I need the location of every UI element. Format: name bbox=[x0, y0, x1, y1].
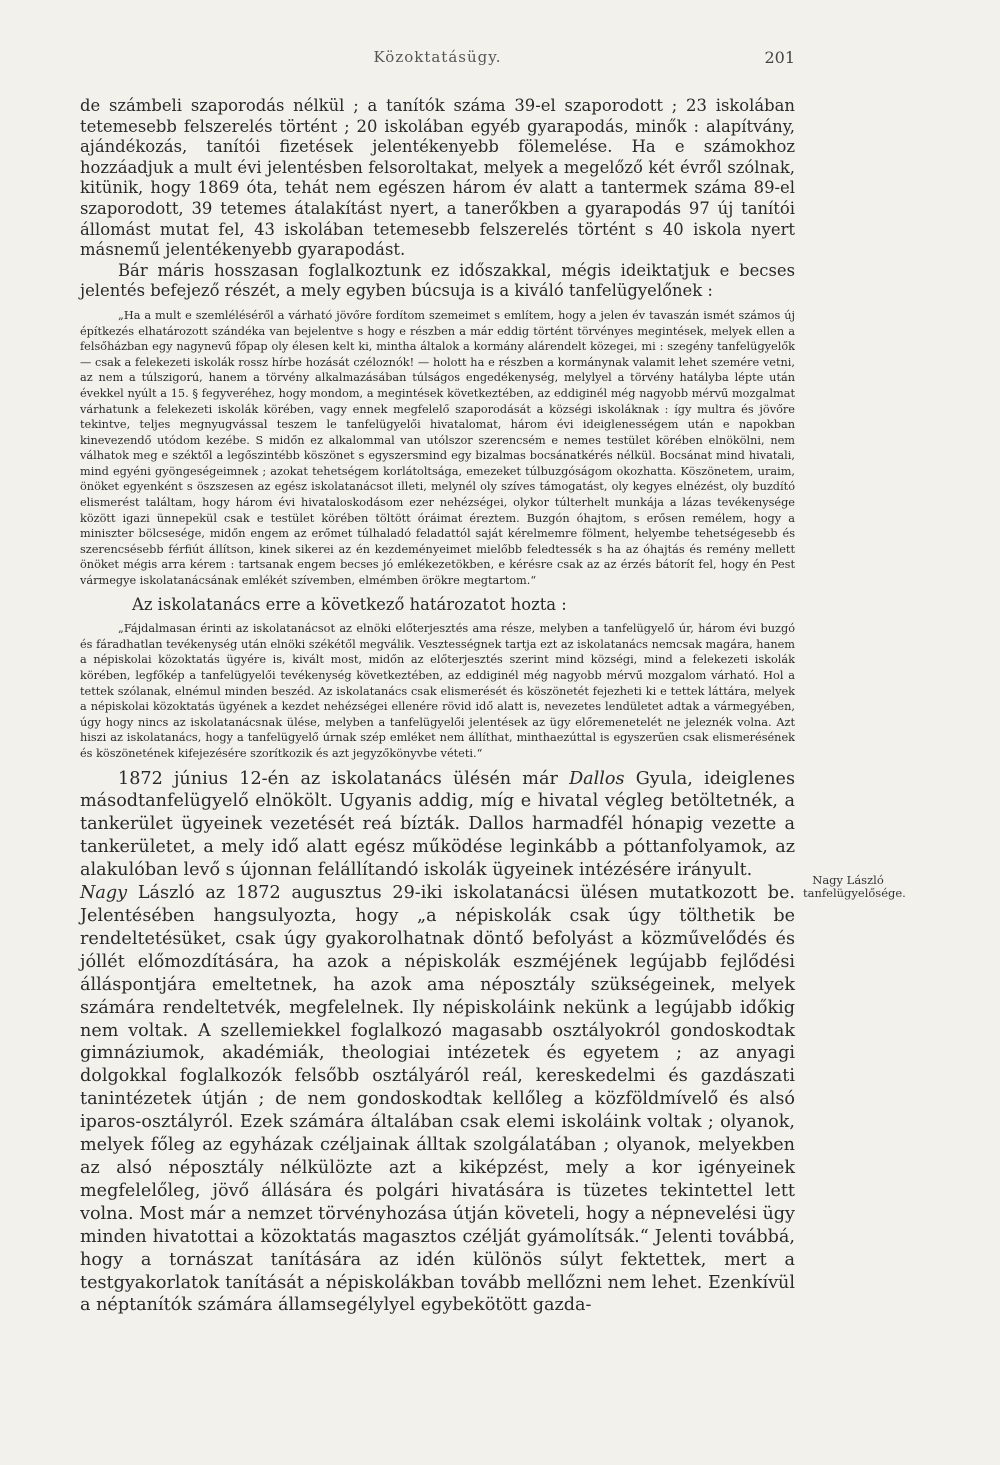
margin-note-name: Nagy László bbox=[812, 873, 884, 887]
paragraph-resolution-intro: Az iskolatanács erre a következő határozatot hozta : bbox=[132, 594, 567, 614]
paragraph-nagy bbox=[80, 882, 795, 1317]
paragraph-dallos bbox=[80, 768, 795, 883]
quoted-report-closing: „Ha a mult e szemléléséről a várható jövőre fordítom szemeimet s említem, hogy a jelen év tavaszán ismét számos új építkezés elhatározott szándéka van bejelentve s hogy e részben a már eddig történt törvényes megintések, melyek ellen a felsőházban egy nagynevű főpap oly élesen kelt ki, mintha általok a kormány alárendelt közegei, mi : szegény tanfelügyelők — csak a felekezeti iskolák rossz hírbe hozását czéloznók! — holott ha e részben a kormánynak valamit lehet szemére vetni, az nem a túlszigorú, hanem a törvény alkalmazásában túlságos engedékenység, melylyel a törvény hatályba lépte után évekkel nyúlt a 15. § fegyveréhez, hogy mondom, a megintések következtében, az eddiginél még nagyobb mérvű mozgalmat várhatunk a felekezeti iskolák körében, vagy ennek megfelelő szaporodását a községi iskoláknak : így multra és jövőre tekintve, teljes megnyugvással teszem le tanfelügyelői hivatalomat, három évi ideiglenességem után e napokban kinevezendő utódom kezébe. S midőn ez alkalommal van utólszor szerencsém e nemes testület körében elnökölni, nem válhatok meg e széktől a legőszintébb köszönet s egyszersmind egy bizalmas bocsánatkérés nélkül. Bocsánat mind hivatali, mind egyéni gyöngeségeimnek ; azokat tehetségem korlátoltsága, emezeket túlbuzgóságom okozhatta. Köszönetem, uraim, önöket egyenként s öszszesen az egész iskolatanácsot illeti, melynél oly szíves támogatást, oly kegyes elnézést, oly buzdító elismerést találtam, hogy három évi hivataloskodásom ezer nehézségei, olykor túlterhelt munkája a lázas tevékenysége között igazi ünnepekül csak e testület körében töltött óráimat éreztem. Buzgón óhajtom, s erősen remélem, hogy a miniszter bölcsesége, midőn engem az erőmet túlhaladó feladattól saját kérelmemre fölment, helyembe tehetségesebb és szerencsésebb férfiút állítson, kinek sikerei az én kezdeményeimet mielőbb feledtessék s ha az óhajtás és remény mellett önöket mégis arra kérem : tartsanak engem becses jó emlékezetökben, e kérésre csak az az érzés bátorít fel, hogy én Pest vármegye iskolatanácsának emlékét szívemben, elmémben örökre megtartom.“ bbox=[80, 308, 795, 588]
paragraph-continuation: de számbeli szaporodás nélkül ; a tanítók száma 39-el szaporodott ; 23 iskolában tetemesebb felszerelés történt ; 20 iskolában egyéb gyarapodás, minők : alapítvány, ajándékozás, tanítói fizetések jelentékenyebb fölemelése. Ha e számokhoz hozzáadjuk a mult évi jelentésben felsoroltakat, melyek a megelőző két évről szólnak, kitünik, hogy 1869 óta, tehát nem egészen három év alatt a tantermek száma 89-el szaporodott, 39 tetemes átalakítást nyert, a tanerőkben a gyarapodás 97 új tanítói állomást mutat fel, 43 iskolában tetemesebb felszerelés történt s 40 iskola nyert másnemű jelentékenyebb gyarapodást. bbox=[80, 96, 795, 260]
page-header bbox=[80, 48, 795, 72]
dallos-name: Dallos bbox=[569, 768, 625, 789]
nagy-name: Nagy bbox=[80, 883, 128, 904]
margin-note bbox=[803, 873, 906, 900]
margin-note-rest: tanfelügyelősége. bbox=[803, 886, 906, 900]
page-number: 201 bbox=[764, 48, 795, 67]
nagy-rest-text: László az 1872 augusztus 29-iki iskolatanácsi ülésen mutatkozott be. Jelentésében hangsulyozta, hogy „a népiskolák csak úgy tölthetik be rendeltetésüket, csak úgy gyakorolhatnak döntő befolyást a közművelődés és jóllét előmozdítására, ha azok a népiskolák eszméjének legújabb fejlődési álláspontjára emeltetnek, ha azok ama néposztály szükségeinek, melyek számára rendeltetvék, megfelelnek. Ily népiskoláink nekünk a legújabb időkig nem voltak. A szellemiekkel foglalkozó magasabb osztályokról gondoskodtak gimnáziumok, akadémiák, theologiai intézetek és egyetem ; az anyagi dolgokkal foglalkozók felsőbb osztályáról reál, kereskedelmi és gazdászati tanintézetek útján ; de nem gondoskodtak kellőleg a közföldmívelő és alsó iparos-osztályról. Ezek számára általában csak elemi iskoláink voltak ; olyanok, melyek főleg az egyházak czéljainak álltak szolgálatában ; olyanok, melyekben az alsó néposztály nélkülözte azt a kiképzést, mely a kor igényeinek megfelelőleg, jövő állására és polgári hivatására is tüzetes tekintettel lett volna. Most már a nemzet törvényhozása útján követeli, hogy a népnevelési ügy minden hivatottai a közoktatás magasztos czélját gyámolítsák.“ Jelenti továbbá, hogy a tornászat tanítására az idén különös súlyt fektettek, mert a testgyakorlatok tanítását a népiskolákban tovább mellőzni nem lehet. Ezenkívül a néptanítók számára államsegélylyel egybekötött gazda- bbox=[80, 883, 795, 1316]
main-text-column bbox=[80, 96, 795, 1317]
dallos-intro-text: 1872 június 12-én az iskolatanács ülésén már bbox=[118, 768, 570, 789]
dallos-rest-text: Gyula, ideiglenes másodtanfelügyelő elnökölt. Ugyanis addig, míg e hivatal végleg betöltetnék, a tankerület ügyeinek vezetését reá bízták. Dallos harmadfél hónapig vezette a tankerületet, a mely idő alatt egész működése leginkább a póttanfolyamok, az alakulóban levő s újonnan felállítandó iskolák ügyeinek intézésére irányult. bbox=[80, 768, 795, 881]
paragraph-intro-quote: Bár máris hosszasan foglalkoztunk ez időszakkal, mégis ideiktatjuk e becses jelentés befejező részét, a mely egyben búcsuja is a kiváló tanfelügyelőnek : bbox=[80, 260, 795, 301]
quoted-resolution: „Fájdalmasan érinti az iskolatanácsot az elnöki előterjesztés ama része, melyben a tanfelügyelő úr, három évi buzgó és fáradhatlan tevékenység után elnöki székétől megválik. Vesztességnek tartja ezt az iskolatanács nemcsak magára, hanem a népiskolai közoktatás ügyére is, kivált most, midőn az előterjesztés szerint mind községi, mind a felekezeti iskolák körében, legfőkép a tanfelügyelői tevékenység következtében, az eddiginél még nagyobb mérvű mozgalom várható. Hol a tettek szólanak, elnémul minden beszéd. Az iskolatanács csak elismerését és köszönetét fejezheti ki e tettek láttára, melyek a népiskolai közoktatás ügyének a kezdet nehézségei ellenére rövid idő alatt is, nevezetes lendületet adtak a vármegyében, úgy hogy nincs az iskolatanácsnak ülése, melyben a tanfelügyelői jelentések az ügy előremenetelét ne jeleznék volna. Azt hiszi az iskolatanács, hogy a tanfelügyelő úrnak szép emléket nem állíthat, minthaezúttal is egyszerűen csak elismerésének és köszönetének kifejezésére szorítkozik és azt jegyzőkönyvbe véteti.“ bbox=[80, 622, 795, 760]
running-title: Közoktatásügy. bbox=[373, 48, 502, 66]
